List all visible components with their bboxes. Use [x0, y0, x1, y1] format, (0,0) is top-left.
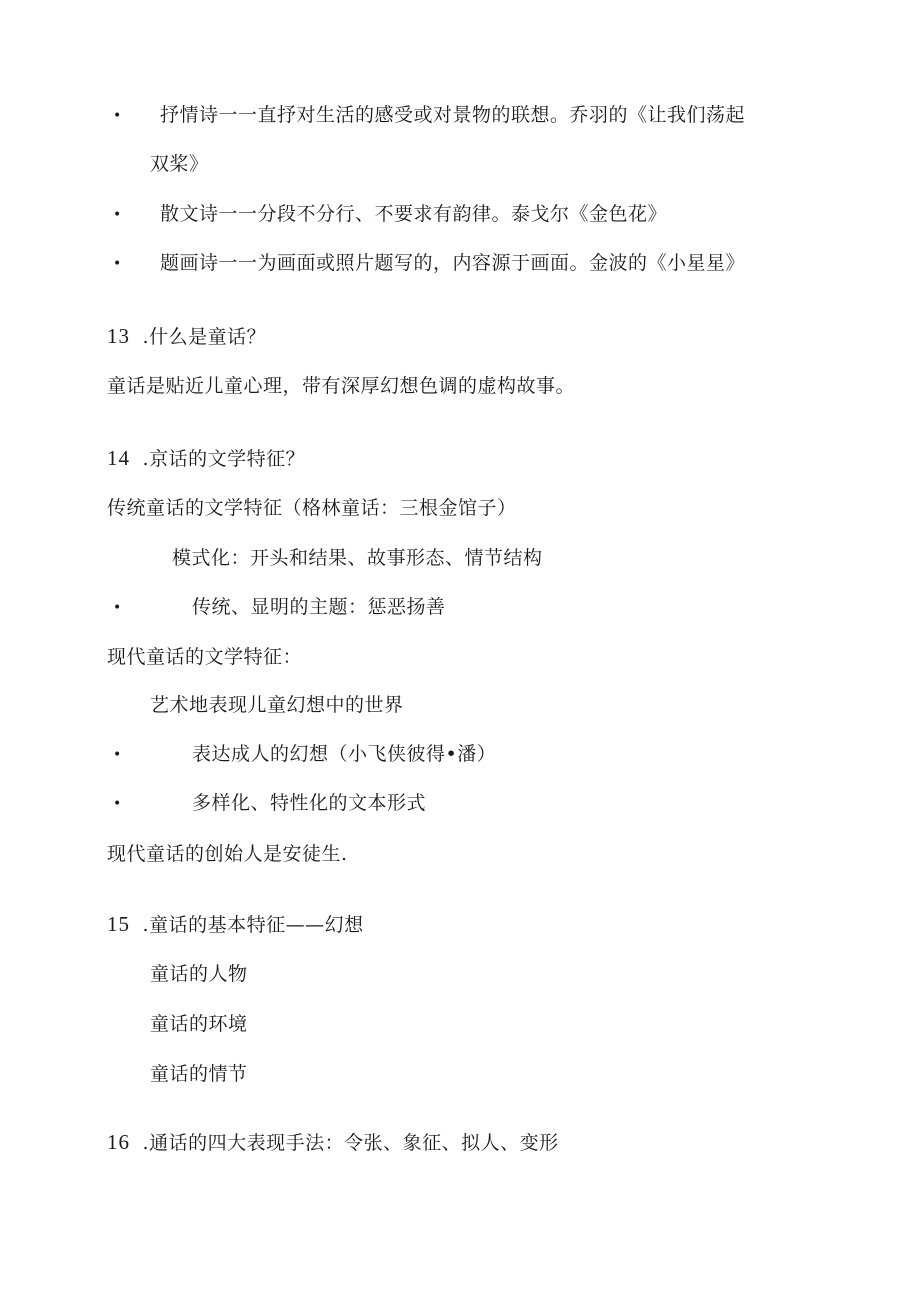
bullet-marker: •	[113, 108, 122, 124]
section-title: .通话的四大表现手法：令张、象征、拟人、变形	[142, 1132, 559, 1154]
section-number: 14	[107, 446, 130, 470]
section-13-heading	[107, 324, 266, 349]
bullet-marker: •	[113, 207, 122, 223]
section-16-heading	[107, 1130, 559, 1155]
founder-line: 现代童话的创始人是安徒生.	[107, 843, 348, 865]
bullet-marker: •	[113, 256, 122, 272]
section-title: .童话的基本特征——幻想	[142, 914, 364, 936]
section-number: 16	[107, 1130, 130, 1154]
traditional-point-1: 模式化：开头和结果、故事形态、情节结构	[172, 547, 543, 569]
lyric-poem-line-1: 抒情诗一一直抒对生活的感受或对景物的联想。乔羽的《让我们荡起	[160, 104, 746, 126]
fairy-tale-plot: 童话的情节	[150, 1063, 248, 1085]
traditional-title: 传统童话的文学特征（格林童话：三根金馆子）	[107, 497, 517, 519]
section-13-answer: 童话是贴近儿童心理，带有深厚幻想色调的虚构故事。	[107, 375, 576, 397]
bullet-marker: •	[113, 747, 122, 763]
modern-point-3: 多样化、特性化的文本形式	[192, 792, 427, 814]
section-title: .什么是童话？	[142, 326, 267, 348]
modern-title: 现代童话的文学特征：	[107, 646, 303, 668]
bullet-marker: •	[113, 796, 122, 812]
fairy-tale-characters: 童话的人物	[150, 963, 248, 985]
section-15-heading	[107, 912, 364, 937]
modern-point-2: 表达成人的幻想（小飞侠彼得•潘）	[192, 743, 497, 765]
bullet-marker: •	[113, 600, 122, 616]
section-title: .京话的文学特征？	[142, 448, 306, 470]
modern-point-1: 艺术地表现儿童幻想中的世界	[150, 694, 404, 716]
section-number: 15	[107, 912, 130, 936]
prose-poem-line: 散文诗一一分段不分行、不要求有韵律。泰戈尔《金色花》	[160, 203, 668, 225]
section-number: 13	[107, 324, 130, 348]
traditional-point-2: 传统、显明的主题：惩恶扬善	[192, 596, 446, 618]
lyric-poem-line-2: 双桨》	[150, 153, 209, 175]
section-14-heading	[107, 446, 305, 471]
fairy-tale-environment: 童话的环境	[150, 1013, 248, 1035]
picture-poem-line: 题画诗一一为画面或照片题写的，内容源于画面。金波的《小星星》	[160, 252, 746, 274]
